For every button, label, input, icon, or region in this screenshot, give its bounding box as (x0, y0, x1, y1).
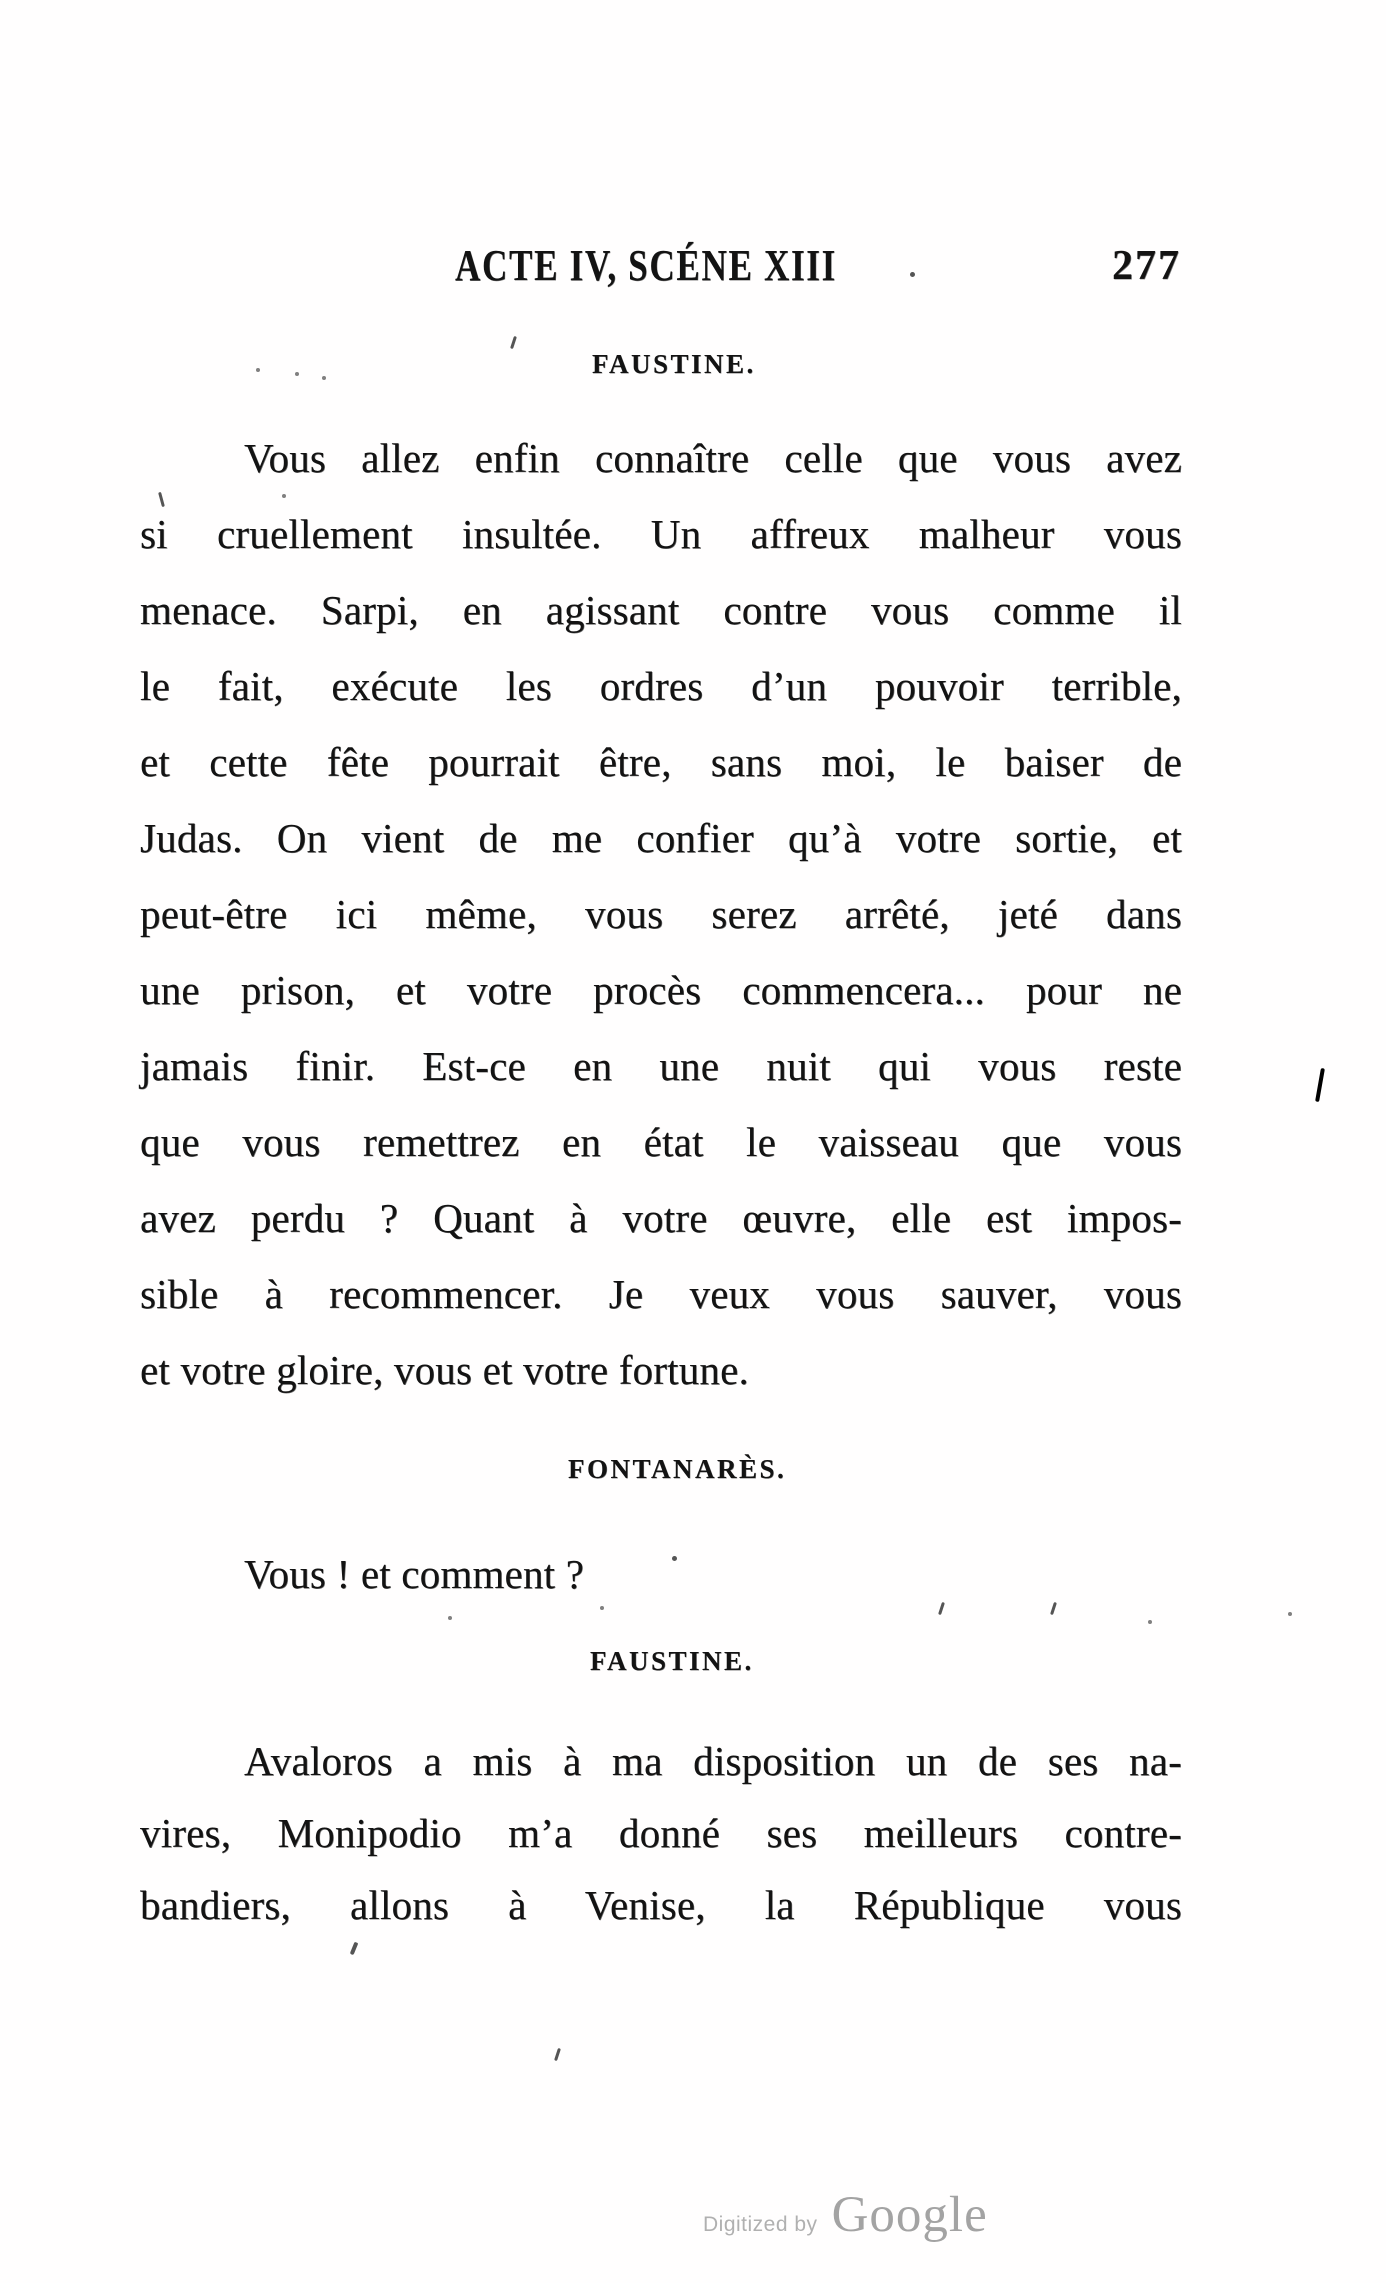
dialogue-line: et votre gloire, vous et votre fortune. (140, 1347, 749, 1393)
speaker-heading-fontanares: FONTANARÈS. (568, 1454, 787, 1484)
google-logo: Google (831, 2187, 988, 2243)
watermark (703, 2186, 988, 2244)
dialogue-paragraph-fontanares (140, 1544, 1182, 1604)
scan-artifact (1315, 1068, 1325, 1102)
speaker-heading-faustine-2: FAUSTINE. (590, 1646, 754, 1676)
scan-artifact (1148, 1620, 1152, 1624)
scan-artifact (1288, 1612, 1292, 1616)
dialogue-line: Judas. On vient de me confier qu’à votre sortie, et (140, 815, 1182, 861)
dialogue-line: sible à recommencer. Je veux vous sauver, vous (140, 1271, 1182, 1317)
scan-artifact (510, 336, 517, 349)
running-head-title: ACTE IV, SCÉNE XIII (455, 241, 837, 290)
scan-artifact (350, 1942, 359, 1956)
dialogue-line: jamais finir. Est-ce en une nuit qui vous reste (140, 1043, 1182, 1089)
scan-artifact (672, 1556, 677, 1561)
dialogue-line: menace. Sarpi, en agissant contre vous comme il (140, 587, 1182, 633)
scan-artifact (600, 1606, 604, 1610)
watermark-prefix: Digitized by (703, 2213, 818, 2236)
dialogue-line: bandiers, allons à Venise, la République vous (140, 1882, 1182, 1928)
dialogue-line: si cruellement insultée. Un affreux malheur vous (140, 511, 1182, 557)
page-number: 277 (1112, 243, 1181, 289)
scan-artifact (295, 372, 299, 376)
dialogue-line: une prison, et votre procès commencera... pour ne (140, 967, 1182, 1013)
scan-artifact (448, 1616, 452, 1620)
scan-artifact (282, 494, 286, 498)
dialogue-line: que vous remettrez en état le vaisseau que vous (140, 1119, 1182, 1165)
scan-artifact (910, 272, 915, 277)
dialogue-paragraph-faustine-2 (140, 1725, 1182, 1941)
dialogue-line: Vous ! et comment ? (244, 1551, 585, 1597)
scan-artifact (554, 2048, 561, 2061)
dialogue-line: Avaloros a mis à ma disposition un de ses na- (244, 1738, 1182, 1784)
dialogue-line: vires, Monipodio m’a donné ses meilleurs contre- (140, 1810, 1182, 1856)
dialogue-line: Vous allez enfin connaître celle que vous avez (244, 435, 1182, 481)
scan-artifact (322, 376, 326, 380)
dialogue-line: avez perdu ? Quant à votre œuvre, elle est impos- (140, 1195, 1182, 1241)
scan-artifact (256, 368, 260, 372)
speaker-heading-faustine-1: FAUSTINE. (592, 349, 756, 379)
dialogue-line: le fait, exécute les ordres d’un pouvoir terrible, (140, 663, 1182, 709)
dialogue-line: peut-être ici même, vous serez arrêté, jeté dans (140, 891, 1182, 937)
dialogue-line: et cette fête pourrait être, sans moi, le baiser de (140, 739, 1182, 785)
dialogue-paragraph-faustine-1 (140, 420, 1182, 1408)
